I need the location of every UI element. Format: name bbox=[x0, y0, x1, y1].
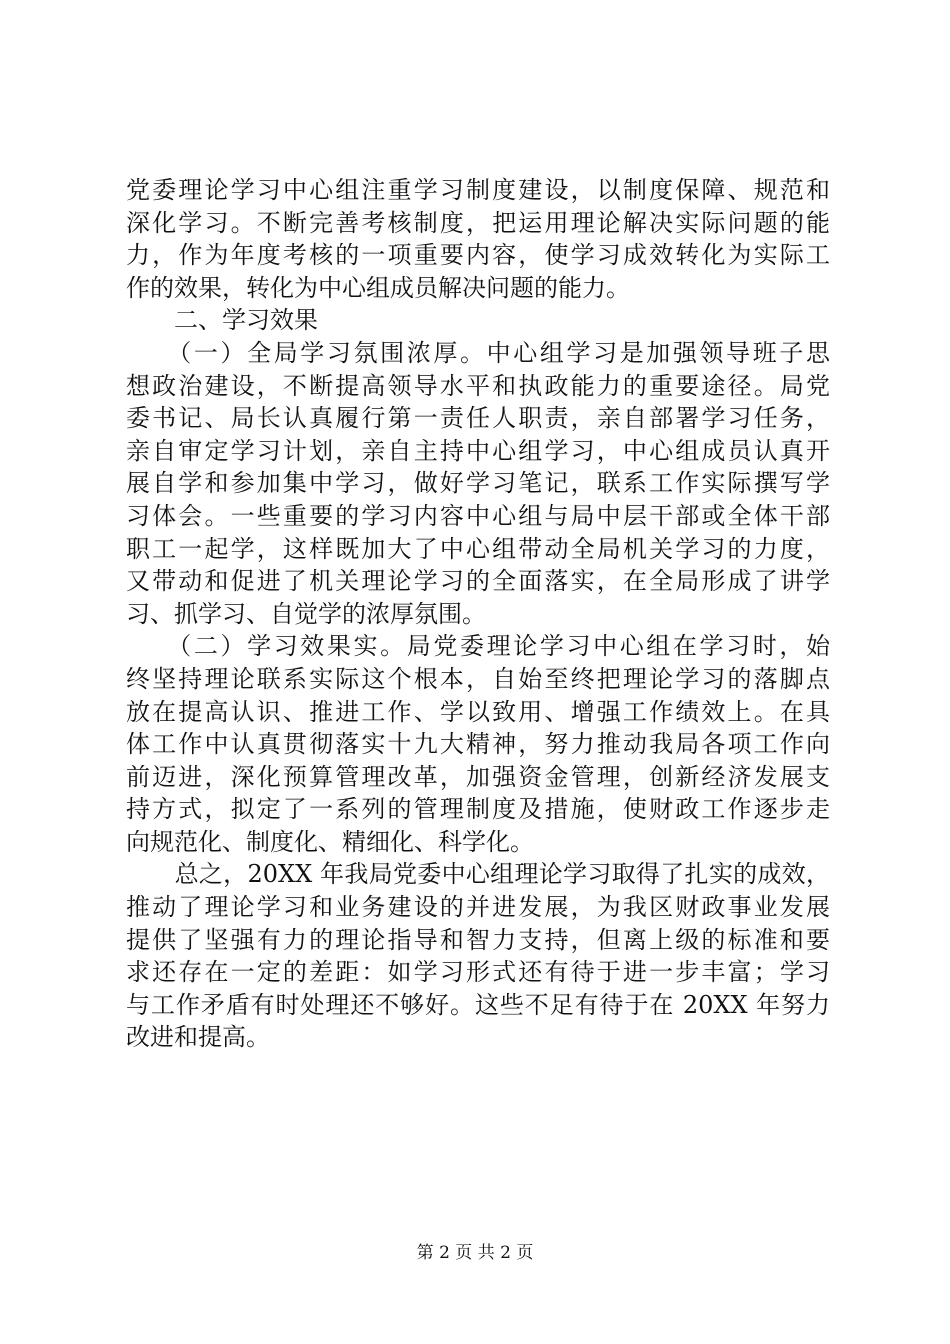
text-line: 提供了坚强有力的理论指导和智力支持，但离上级的标准和要 bbox=[126, 925, 830, 954]
text-line: 持方式，拟定了一系列的管理制度及措施，使财政工作逐步走 bbox=[126, 795, 830, 824]
text-line: 亲自审定学习计划，亲自主持中心组学习，中心组成员认真开 bbox=[126, 436, 830, 465]
text-line: 改进和提高。 bbox=[126, 1023, 270, 1052]
text-line: 与工作矛盾有时处理还不够好。这些不足有待于在 20XX 年努力 bbox=[126, 990, 830, 1019]
text-line: 力，作为年度考核的一项重要内容，使学习成效转化为实际工 bbox=[126, 241, 830, 270]
text-line: 总之，20XX 年我局党委中心组理论学习取得了扎实的成效， bbox=[126, 860, 830, 889]
text-line: 体工作中认真贯彻落实十九大精神，努力推动我局各项工作向 bbox=[126, 730, 830, 759]
page-number-label: 第 2 页 共 2 页 bbox=[416, 1243, 534, 1263]
text-line: 又带动和促进了机关理论学习的全面落实，在全局形成了讲学 bbox=[126, 567, 830, 596]
document-body bbox=[126, 174, 830, 1054]
text-line: 放在提高认识、推进工作、学以致用、增强工作绩效上。在具 bbox=[126, 697, 830, 726]
text-line: 前迈进，深化预算管理改革，加强资金管理，创新经济发展支 bbox=[126, 762, 830, 791]
page-footer bbox=[0, 1241, 950, 1265]
text-line: 习、抓学习、自觉学的浓厚氛围。 bbox=[126, 599, 486, 628]
text-line: 求还存在一定的差距：如学习形式还有待于进一步丰富；学习 bbox=[126, 958, 830, 987]
text-line: （二）学习效果实。局党委理论学习中心组在学习时，始 bbox=[126, 632, 830, 661]
text-line: 委书记、局长认真履行第一责任人职责，亲自部署学习任务， bbox=[126, 404, 830, 433]
text-line: 职工一起学，这样既加大了中心组带动全局机关学习的力度， bbox=[126, 534, 830, 563]
text-line: 习体会。一些重要的学习内容中心组与局中层干部或全体干部 bbox=[126, 501, 830, 530]
text-line: 展自学和参加集中学习，做好学习笔记，联系工作实际撰写学 bbox=[126, 469, 830, 498]
text-line: 党委理论学习中心组注重学习制度建设，以制度保障、规范和 bbox=[126, 176, 830, 204]
text-line: （一）全局学习氛围浓厚。中心组学习是加强领导班子思 bbox=[126, 338, 830, 367]
text-line: 向规范化、制度化、精细化、科学化。 bbox=[126, 827, 534, 856]
text-line: 想政治建设，不断提高领导水平和执政能力的重要途径。局党 bbox=[126, 371, 830, 400]
text-line: 推动了理论学习和业务建设的并进发展，为我区财政事业发展 bbox=[126, 893, 830, 922]
text-line: 作的效果，转化为中心组成员解决问题的能力。 bbox=[126, 273, 630, 302]
text-line: 二、学习效果 bbox=[126, 306, 318, 335]
text-line: 终坚持理论联系实际这个根本，自始至终把理论学习的落脚点 bbox=[126, 664, 830, 693]
text-line: 深化学习。不断完善考核制度，把运用理论解决实际问题的能 bbox=[126, 208, 830, 237]
